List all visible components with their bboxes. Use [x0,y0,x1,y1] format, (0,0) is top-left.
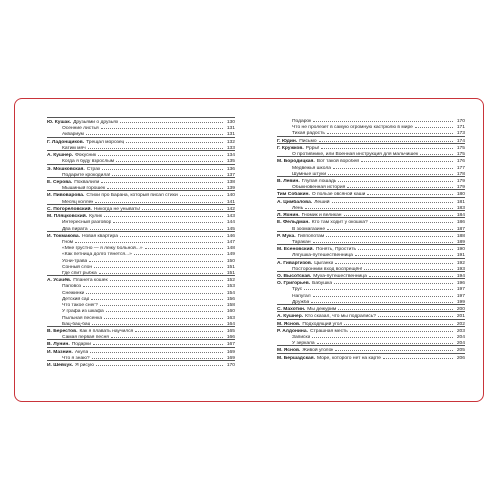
toc-entry-page-number: 191 [456,253,465,259]
toc-entry-title-text: Паповоз [62,284,82,290]
toc-entry-page-number: 160 [226,309,235,315]
toc-entry-title-text: Гномик и великан [301,213,342,219]
toc-entry-page-number: 163 [226,315,235,321]
toc-entry-author: Р. Алдонина. [277,328,308,334]
toc-entry-page-number: 197 [456,287,465,293]
toc-entry-page-number: 169 [226,349,235,355]
dot-leader [93,340,223,345]
toc-entry-author: М. Бершадская. [277,355,315,361]
toc-entry-title-text: Кто сказал, что мы подрались? [305,314,376,320]
dot-leader [116,157,223,162]
toc-entry-page-number: 133 [226,145,235,151]
toc-entry-author: О. Григорьев. [277,281,311,287]
toc-entry-page-number: 167 [226,342,235,348]
toc-entry-author: М. Пляцковский. [47,214,88,220]
toc-entry-page-number: 147 [226,239,235,245]
toc-entry-page-number: 204 [456,335,465,340]
toc-entry-title [47,227,88,233]
dot-leader [120,232,223,237]
toc-entry-page-number: 170 [226,363,235,369]
toc-entry-page-number: 180 [456,192,465,198]
dot-leader [110,276,223,281]
toc-entry-page-number: 151 [226,271,235,277]
toc-entry-title-text: Бац-бац-бац [62,321,91,327]
toc-entry-page-number: 194 [456,274,465,280]
toc-entry-title-text: Усни-трава [62,258,88,264]
toc-entry-title-text: Бабушка [312,281,333,287]
toc-entry-author: А. Цимбалова. [277,199,313,205]
dot-leader [367,190,453,195]
toc-entry-title [277,307,336,313]
dot-leader [95,198,223,203]
toc-entry-page-number: 175 [456,152,465,158]
toc-entry-author: Р. Мука. [277,233,296,239]
toc-entry-author: А. Кушнер. [47,153,74,159]
toc-entry-title-text: Катим мяч [62,145,86,151]
toc-entry-title-text: Глупая лошадь [301,178,337,184]
dot-leader [335,259,453,264]
dot-leader [370,218,453,223]
dot-leader [361,157,453,162]
toc-entry-title-text: Страх [86,166,101,172]
dot-leader [101,124,223,129]
dot-leader [326,232,453,237]
toc-entry-title-text: Лягушка-путешественница [292,253,353,259]
toc-entry-author: А. Усачёв. [47,278,72,284]
toc-entry-page-number: 173 [456,131,465,137]
toc-entry-author: М. Яснов. [277,321,301,327]
dot-leader [347,183,453,188]
toc-entry-page-number: 135 [226,159,235,165]
toc-entry-title [47,363,94,369]
dot-leader [332,198,453,203]
dot-leader [313,238,453,243]
toc-entry-page-number: 166 [226,335,235,341]
toc-entry-title-text: Дружба [292,299,310,305]
toc-entry-title-text: Мы дежурим [307,307,337,313]
dot-leader [369,272,453,277]
dot-leader [94,263,223,268]
dot-leader [111,333,223,338]
toc-entry-page-number: 175 [456,145,465,151]
dot-leader [102,165,223,170]
toc-entry-title-text: Когда я буду взрослым [62,159,115,165]
toc-entry-page-number: 140 [226,193,235,199]
toc-entry-title-text: Аквариум [62,132,84,138]
toc-entry-page-number: 179 [456,178,465,184]
toc-entry-title-text: Фокусник [75,153,97,159]
toc-entry-page-number: 145 [226,226,235,232]
toc-entry-title [277,185,345,191]
toc-entry-page-number: 199 [456,299,465,305]
toc-entry-page-number: 181 [456,199,465,205]
toc-entry-title-text: Детский сад [62,296,90,302]
toc-entry-title-text: Что не пролезет в самую огромную кастрюлю в мире [292,125,413,131]
dot-leader [86,130,223,135]
dot-leader [120,118,223,123]
toc-entry-title-text: Кто там ходит у окошка? [311,220,368,226]
toc-entry-author: Г. Ладонщиков. [47,139,85,145]
toc-entry-title [47,146,86,152]
dot-leader [91,295,223,300]
toc-entry-page-number: 152 [226,278,235,284]
toc-entry-title-text: Подарите крокодила! [62,172,111,178]
toc-entry-page-number: 142 [226,206,235,212]
toc-entry-author: М. Бородицкая. [277,159,315,165]
toc-entry-page-number: 184 [456,213,465,219]
toc-entry-page-number: 144 [226,220,235,226]
dot-leader [89,257,223,262]
dot-leader [90,348,223,353]
toc-entry-page-number: 141 [226,199,235,205]
toc-entry-page-number: 197 [456,293,465,299]
dot-leader [313,292,453,297]
toc-entry-page-number: 183 [456,205,465,211]
toc-entry-title-text: Трус [292,287,303,293]
toc-entry-page-number: 132 [226,139,235,145]
dot-leader [344,320,453,325]
toc-entry-author: В. Левин. [277,178,300,184]
toc-entry-title-text: Понять, Простить [315,247,357,253]
toc-entry-title [277,213,342,219]
toc-entry-page-number: 146 [226,233,235,239]
toc-entry-page-number: 200 [456,307,465,313]
dot-leader [321,144,453,149]
toc-entry-page-number: 179 [456,185,465,191]
dot-leader [75,238,223,243]
dot-leader [104,314,223,319]
toc-right-column [277,117,465,360]
toc-entry-page-number: 153 [226,284,235,290]
toc-entry-title-text: Леший [314,199,330,205]
dot-leader [358,245,453,250]
dot-leader [180,191,223,196]
toc-entry-page-number: 193 [456,266,465,272]
dot-leader [334,279,453,284]
toc-entry-title-text: Что я знаю? [62,355,90,361]
dot-leader [134,250,223,255]
toc-entry-title-text: Подходящий угол [302,321,343,327]
toc-entry-page-number: 134 [226,153,235,159]
toc-entry-title [47,271,97,277]
toc-entry-title-text: У зеркала [292,341,315,347]
dot-leader [135,327,223,332]
toc-entry-page-number: 196 [456,281,465,287]
toc-entry-title-text: Где спит рыбка [62,271,97,277]
toc-entry-page-number: 136 [226,166,235,172]
toc-entry-author: И. Пивоварова. [47,193,85,199]
toc-entry-title [47,356,90,362]
toc-entry-author: Тим Собакин. [277,192,310,198]
dot-leader [305,204,453,209]
dot-leader [83,282,223,287]
toc-entry-title-text: «Мне грустно — я лежу больной...» [62,246,143,252]
toc-entry-title [47,186,105,192]
dot-leader [126,138,223,143]
toc-entry-page-number: 203 [456,328,465,334]
toc-entry-title-text: Море, которого нет на карте [316,355,381,361]
toc-entry-title-text: Лень [292,205,304,211]
toc-entry-title-text: Муха-путешественница [313,274,367,280]
toc-entry-author: В. Лунин. [47,342,70,348]
dot-leader [99,269,223,274]
dot-leader [338,177,453,182]
dot-leader [92,320,223,325]
toc-entry-author: А. Гиваргизов. [277,260,313,266]
dot-leader [98,151,223,156]
dot-leader [106,307,223,312]
toc-entry-title [277,172,326,178]
toc-entry-title [47,342,91,348]
toc-entry-page-number: 206 [456,355,465,361]
toc-entry-title-text: Пыльная песенка [62,315,103,321]
toc-entry-author: Г. Кружков. [277,145,304,151]
toc-entry-page-number: 190 [456,247,465,253]
dot-leader [88,144,223,149]
dot-leader [355,251,453,256]
toc-entry-page-number: 170 [456,119,465,124]
toc-entry-title-text: Акула [74,349,89,355]
dot-leader [327,225,453,230]
toc-entry-title [277,139,317,145]
toc-entry-title-text: Кулик [89,214,102,220]
toc-entry-title [277,240,311,246]
toc-entry-title [277,227,325,233]
dot-leader [350,327,453,332]
toc-entry-title-text: Друзьями о друзьях [73,120,119,125]
toc-entry-author: О. Высотская. [277,274,312,280]
dot-leader [312,333,453,338]
toc-entry-page-number: 149 [226,252,235,258]
dot-leader [112,171,223,176]
toc-entry-page-number: 171 [456,125,465,131]
toc-entry-title-text: «Как петница долго тянется...» [62,252,132,258]
toc-entry-title-text: Обыкновенная история [292,185,346,191]
toc-entry-author: М. Яснов. [277,348,301,354]
toc-entry-title [47,200,93,206]
toc-entry-page-number: 186 [456,220,465,226]
toc-entry-title-text: Ррры! [305,145,320,151]
dot-leader [420,150,453,155]
toc-entry-page-number: 174 [456,138,465,144]
toc-entry-page-number: 130 [226,120,235,125]
toc-entry-author: Ю. Кушак. [47,120,72,125]
dot-leader [86,289,223,294]
toc-entry-title-text: Сонный слон [62,264,93,270]
dot-leader [327,129,453,134]
toc-entry-title-text: Осенние листья [62,126,99,132]
toc-entry-title-text: Интересный разговор [62,220,112,226]
dot-leader [104,212,223,217]
toc-entry-title-text: О противнике, или Военная инструкция для мальчишек [292,152,419,158]
dot-leader [317,339,453,344]
toc-entry-title-text: Подарок [292,119,312,124]
toc-entry-title [277,322,342,328]
toc-entry-title [277,206,303,212]
dot-leader [364,265,453,270]
toc-entry-title-text: Стихи про Барана, который писал стихи [86,193,178,199]
toc-entry-title-text: Гиппопотам [297,233,325,239]
toc-entry-page-number: 156 [226,296,235,302]
toc-entry-title-text: Никогда не унывать! [93,206,141,212]
dot-leader [319,137,453,142]
toc-entry-author: Э. Мошковская. [47,166,85,172]
toc-entry-author: А. Кушнер. [277,314,304,320]
toc-entry-author: С. Махотин. [277,307,306,313]
toc-entry-title [277,356,381,362]
toc-entry-author: И. Токмакова. [47,233,81,239]
toc-entry-page-number: 164 [226,321,235,327]
toc-entry-title-text: Посторонним вход воспрещён! [292,266,363,272]
toc-entry-author: Г. Юдин. [277,138,298,144]
toc-entry-title [47,322,90,328]
toc-entry-title-text: Мышиный горошек [62,186,106,192]
toc-entry-page-number: 139 [226,186,235,192]
toc-entry-page-number: 202 [456,321,465,327]
toc-entry-page-number: 178 [456,171,465,177]
toc-entry-title [277,267,362,273]
toc-entry-page-number: 187 [456,226,465,232]
toc-entry-title-text: У графа из шкафа [62,309,104,315]
toc-entry-author: Е. Серова. [47,179,73,185]
toc-entry-title-text: Новая квартира [82,233,118,239]
toc-entry-title-text: Снежинки [62,290,85,296]
toc-entry-title-text: Месяц коллек [62,199,94,205]
toc-entry-title-text: Трещал морозец [86,139,125,145]
toc-entry-title-text: Цыганка [314,260,334,266]
dot-leader [142,205,223,210]
dot-leader [101,178,223,183]
toc-entry-page-number: 205 [456,348,465,354]
toc-entry-page-number: 148 [226,246,235,252]
toc-entry-page-number: 158 [226,303,235,309]
toc-entry-title-text: Записка [292,335,311,340]
toc-entry-title-text: Страшная месть [309,328,348,334]
toc-entry-title-text: Как я плавать научился [79,329,134,334]
toc-entry-title-text: Письмо [299,138,317,144]
toc-entry-title-text: Подарки [71,342,91,348]
toc-entry-title-text: Вот такой воробей [316,159,359,165]
dot-leader [383,354,453,359]
toc-entry-author: Л. Яхнин. [277,213,300,219]
toc-entry-title-text: Что такое снег? [62,303,98,309]
toc-entry-title-text: Гном [62,239,74,245]
toc-entry-title-text: Живой уголок [302,348,334,354]
toc-entry-title-text: Тихая радость [292,131,325,137]
toc-entry-page-number: 165 [226,329,235,334]
toc-entry-page-number: 131 [226,126,235,132]
toc-entry-title [277,348,333,354]
dot-leader [100,301,223,306]
toc-entry-page-number: 201 [456,314,465,320]
dot-leader [378,312,453,317]
toc-entry-title [277,300,309,306]
dot-leader [92,354,223,359]
dot-leader [328,170,453,175]
dot-leader [96,361,223,366]
dot-leader [113,218,223,223]
toc-entry-title-text: Я рисую [75,363,94,369]
toc-entry-title-text: Планета кошек [73,278,108,284]
dot-leader [338,305,453,310]
toc-entry-page-number: 188 [456,233,465,239]
toc-entry-author: И. Шевчук. [47,363,74,369]
toc-entry-title-text: Шумные штуки [292,171,327,177]
toc-entry-title-text: О пользе овсяной каши [311,192,366,198]
toc-entry-title-text: Медвежья школа [292,165,331,171]
book-spread [14,98,484,402]
toc-entry-title-text: Два пирата [62,226,88,232]
toc-entry-page-number: 154 [226,290,235,296]
toc-entry-page-number: 192 [456,260,465,266]
toc-entry-author: В. Берестов. [47,329,78,334]
toc-entry-page-number: 150 [226,258,235,264]
toc-entry-author: И. Мазнин. [47,349,73,355]
toc-entry-title-text: Самая первая песня [62,335,109,341]
toc-entry-page-number: 138 [226,179,235,185]
dot-leader [344,211,453,216]
dot-leader [333,164,453,169]
dot-leader [107,184,223,189]
toc-entry-page-number: 204 [456,341,465,347]
toc-entry-page-number: 169 [226,355,235,361]
dot-leader [145,244,223,249]
dot-leader [90,225,223,230]
toc-entry-page-number: 143 [226,214,235,220]
toc-left-column [47,117,235,367]
toc-entry-title [47,132,84,138]
toc-entry-title-text: Таракан [292,239,311,245]
toc-entry-author: Е. Фельдман. [277,220,310,226]
toc-entry-page-number: 189 [456,239,465,245]
toc-entry-author: С. Погореловский. [47,206,92,212]
toc-entry-title-text: Напугал [292,293,311,299]
toc-entry-page-number: 131 [226,132,235,138]
toc-entry-page-number: 177 [456,165,465,171]
toc-entry-author: М. Есеновский. [277,247,314,253]
dot-leader [415,123,453,128]
toc-entry-title [277,341,315,347]
toc-entry-title-text: Похвалили [74,179,100,185]
toc-entry-title-text: В зоомагазине [292,226,326,232]
toc-entry-page-number: 151 [226,264,235,270]
dot-leader [313,117,453,122]
dot-leader [335,346,453,351]
toc-entry-page-number: 176 [456,159,465,165]
toc-entry-page-number: 137 [226,172,235,178]
dot-leader [311,298,453,303]
dot-leader [304,285,453,290]
